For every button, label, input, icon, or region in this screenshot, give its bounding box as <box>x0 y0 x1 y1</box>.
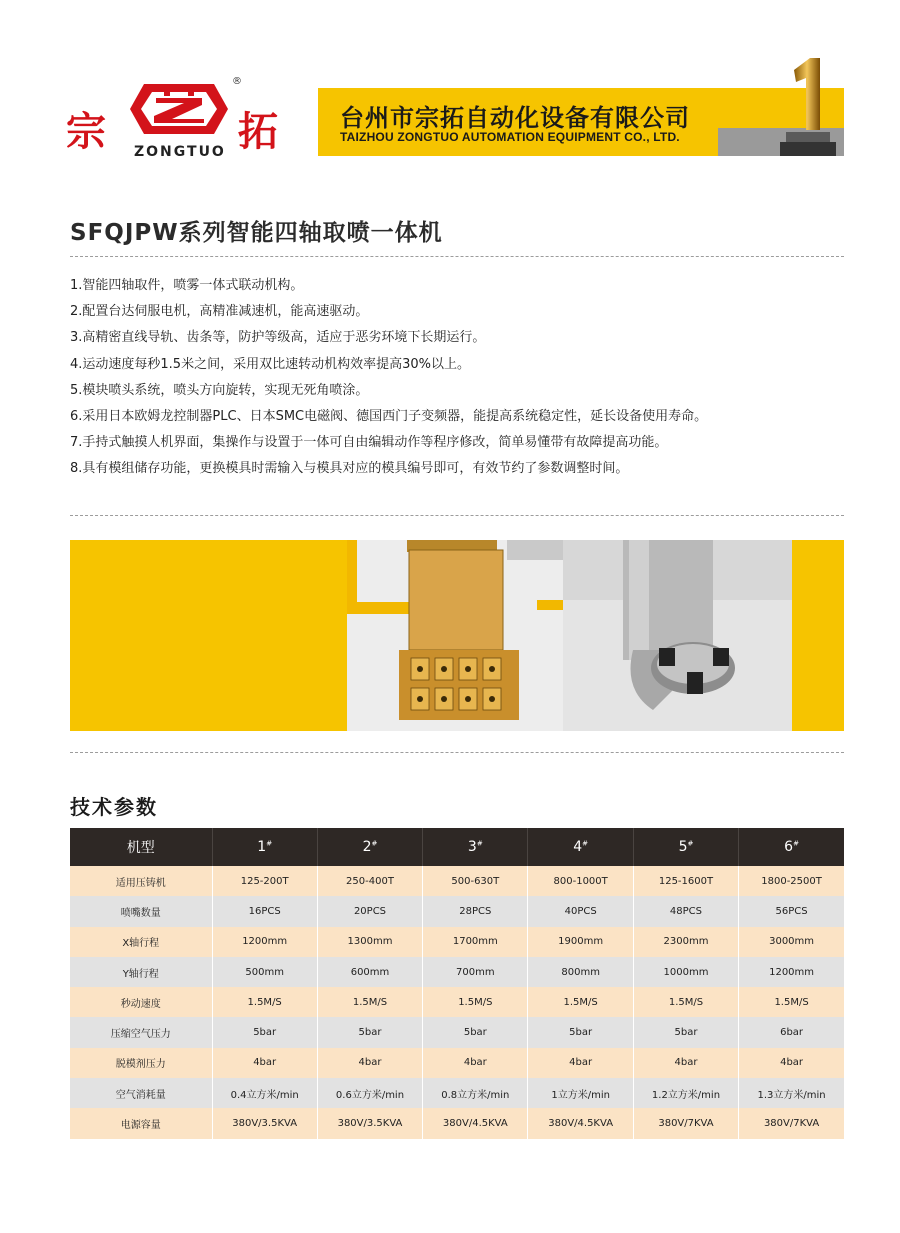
table-cell: 4bar <box>528 1048 633 1078</box>
table-cell: 1700mm <box>423 927 528 957</box>
row-label: 秒动速度 <box>70 987 212 1017</box>
table-cell: 5bar <box>633 1017 738 1047</box>
table-cell: 5bar <box>212 1017 317 1047</box>
table-cell: 1.5M/S <box>212 987 317 1017</box>
feature-item: 2.配置台达伺服电机，高精准减速机，能高速驱动。 <box>70 304 369 320</box>
header-model-3: 3# <box>423 828 528 866</box>
table-cell: 1200mm <box>212 927 317 957</box>
divider-dashed <box>70 515 844 516</box>
model-mark: # <box>371 839 378 848</box>
logo-left-char: 宗 <box>66 108 106 155</box>
table-row <box>70 927 844 957</box>
table-cell: 800mm <box>528 957 633 987</box>
logo-right-char: 拓 <box>238 108 278 155</box>
table-cell: 500-630T <box>423 866 528 896</box>
row-label: 脱模剂压力 <box>70 1048 212 1078</box>
table-cell: 500mm <box>212 957 317 987</box>
spray-head-photo <box>347 540 563 731</box>
table-cell: 1900mm <box>528 927 633 957</box>
table-cell: 380V/4.5KVA <box>528 1108 633 1138</box>
gripper-photo <box>563 540 792 731</box>
logo-mark-icon <box>124 78 234 140</box>
row-label: 喷嘴数量 <box>70 896 212 926</box>
table-cell: 1.5M/S <box>423 987 528 1017</box>
feature-item: 7.手持式触摸人机界面，集操作与设置于一体可自由编辑动作等程序修改，简单易懂带有故障提高功能。 <box>70 435 668 451</box>
table-cell: 5bar <box>423 1017 528 1047</box>
logo-english-name: ZONGTUO <box>134 144 226 160</box>
table-cell: 0.4立方米/min <box>212 1078 317 1108</box>
feature-list <box>70 273 707 483</box>
table-cell: 1.5M/S <box>633 987 738 1017</box>
table-cell: 4bar <box>633 1048 738 1078</box>
table-cell: 125-200T <box>212 866 317 896</box>
table-cell: 600mm <box>317 957 422 987</box>
table-cell: 28PCS <box>423 896 528 926</box>
row-label: X轴行程 <box>70 927 212 957</box>
row-label: 电源容量 <box>70 1108 212 1138</box>
table-cell: 380V/4.5KVA <box>423 1108 528 1138</box>
table-cell: 380V/7KVA <box>739 1108 844 1138</box>
header-model-6: 6# <box>739 828 844 866</box>
company-logo <box>62 78 297 168</box>
product-photo-panel <box>70 540 844 731</box>
table-cell: 1800-2500T <box>739 866 844 896</box>
table-cell: 20PCS <box>317 896 422 926</box>
table-row <box>70 1108 844 1138</box>
divider-dashed <box>70 752 844 753</box>
table-cell: 56PCS <box>739 896 844 926</box>
table-row <box>70 987 844 1017</box>
row-label: 适用压铸机 <box>70 866 212 896</box>
table-cell: 1.5M/S <box>739 987 844 1017</box>
table-cell: 380V/7KVA <box>633 1108 738 1138</box>
table-cell: 1.3立方米/min <box>739 1078 844 1108</box>
feature-item: 6.采用日本欧姆龙控制器PLC、日本SMC电磁阀、德国西门子变频器，能提高系统稳定性，延长设备使用寿命。 <box>70 409 708 425</box>
table-cell: 4bar <box>423 1048 528 1078</box>
table-cell: 16PCS <box>212 896 317 926</box>
table-row <box>70 1048 844 1078</box>
table-cell: 3000mm <box>739 927 844 957</box>
table-cell: 1.5M/S <box>317 987 422 1017</box>
spec-table <box>70 828 844 1139</box>
gripper-arm-image <box>563 540 792 731</box>
header-model-1: 1# <box>212 828 317 866</box>
table-cell: 800-1000T <box>528 866 633 896</box>
feature-item: 4.运动速度每秒1.5米之间，采用双比速转动机构效率提高30%以上。 <box>70 356 470 372</box>
table-cell: 1.5M/S <box>528 987 633 1017</box>
registered-mark: ® <box>232 76 242 87</box>
header-model-label: 机型 <box>70 828 212 866</box>
table-cell: 1200mm <box>739 957 844 987</box>
row-label: 空气消耗量 <box>70 1078 212 1108</box>
header-model-5: 5# <box>633 828 738 866</box>
table-row <box>70 896 844 926</box>
table-row <box>70 957 844 987</box>
table-cell: 4bar <box>212 1048 317 1078</box>
feature-item: 1.智能四轴取件，喷雾一体式联动机构。 <box>70 278 304 293</box>
divider-dashed <box>70 256 844 257</box>
table-cell: 6bar <box>739 1017 844 1047</box>
table-cell: 1000mm <box>633 957 738 987</box>
table-cell: 5bar <box>528 1017 633 1047</box>
feature-item: 5.模块喷头系统，喷头方向旋转，实现无死角喷涂。 <box>70 382 369 398</box>
table-cell: 4bar <box>317 1048 422 1078</box>
row-label: 压缩空气压力 <box>70 1017 212 1047</box>
table-cell: 48PCS <box>633 896 738 926</box>
feature-item: 3.高精密直线导轨、齿条等，防护等级高，适应于恶劣环境下长期运行。 <box>70 330 486 346</box>
table-row <box>70 1017 844 1047</box>
table-row <box>70 866 844 896</box>
table-cell: 0.6立方米/min <box>317 1078 422 1108</box>
spec-header-row <box>70 828 844 866</box>
row-label: Y轴行程 <box>70 957 212 987</box>
table-row <box>70 1078 844 1108</box>
table-cell: 380V/3.5KVA <box>212 1108 317 1138</box>
model-mark: # <box>266 839 273 848</box>
table-cell: 250-400T <box>317 866 422 896</box>
table-cell: 5bar <box>317 1017 422 1047</box>
table-cell: 380V/3.5KVA <box>317 1108 422 1138</box>
table-cell: 2300mm <box>633 927 738 957</box>
model-mark: # <box>793 839 799 848</box>
model-mark: # <box>687 839 694 848</box>
table-cell: 4bar <box>739 1048 844 1078</box>
spec-section-title: 技术参数 <box>70 795 158 819</box>
table-cell: 700mm <box>423 957 528 987</box>
model-mark: # <box>476 839 483 848</box>
table-cell: 1立方米/min <box>528 1078 633 1108</box>
table-cell: 0.8立方米/min <box>423 1078 528 1108</box>
feature-item: 8.具有模组储存功能，更换模具时需输入与模具对应的模具编号即可，有效节约了参数调整时间。 <box>70 461 629 477</box>
table-cell: 1.2立方米/min <box>633 1078 738 1108</box>
header-model-4: 4# <box>528 828 633 866</box>
spray-module-image <box>347 540 563 731</box>
number-one-trophy-icon <box>776 56 838 156</box>
table-cell: 125-1600T <box>633 866 738 896</box>
table-cell: 1300mm <box>317 927 422 957</box>
header-model-2: 2# <box>317 828 422 866</box>
product-title: SFQJPW系列智能四轴取喷一体机 <box>70 220 443 246</box>
company-name-en: TAIZHOU ZONGTUO AUTOMATION EQUIPMENT CO., LTD. <box>340 130 680 144</box>
model-mark: # <box>582 839 589 848</box>
table-cell: 40PCS <box>528 896 633 926</box>
company-name-cn: 台州市宗拓自动化设备有限公司 <box>340 104 690 132</box>
